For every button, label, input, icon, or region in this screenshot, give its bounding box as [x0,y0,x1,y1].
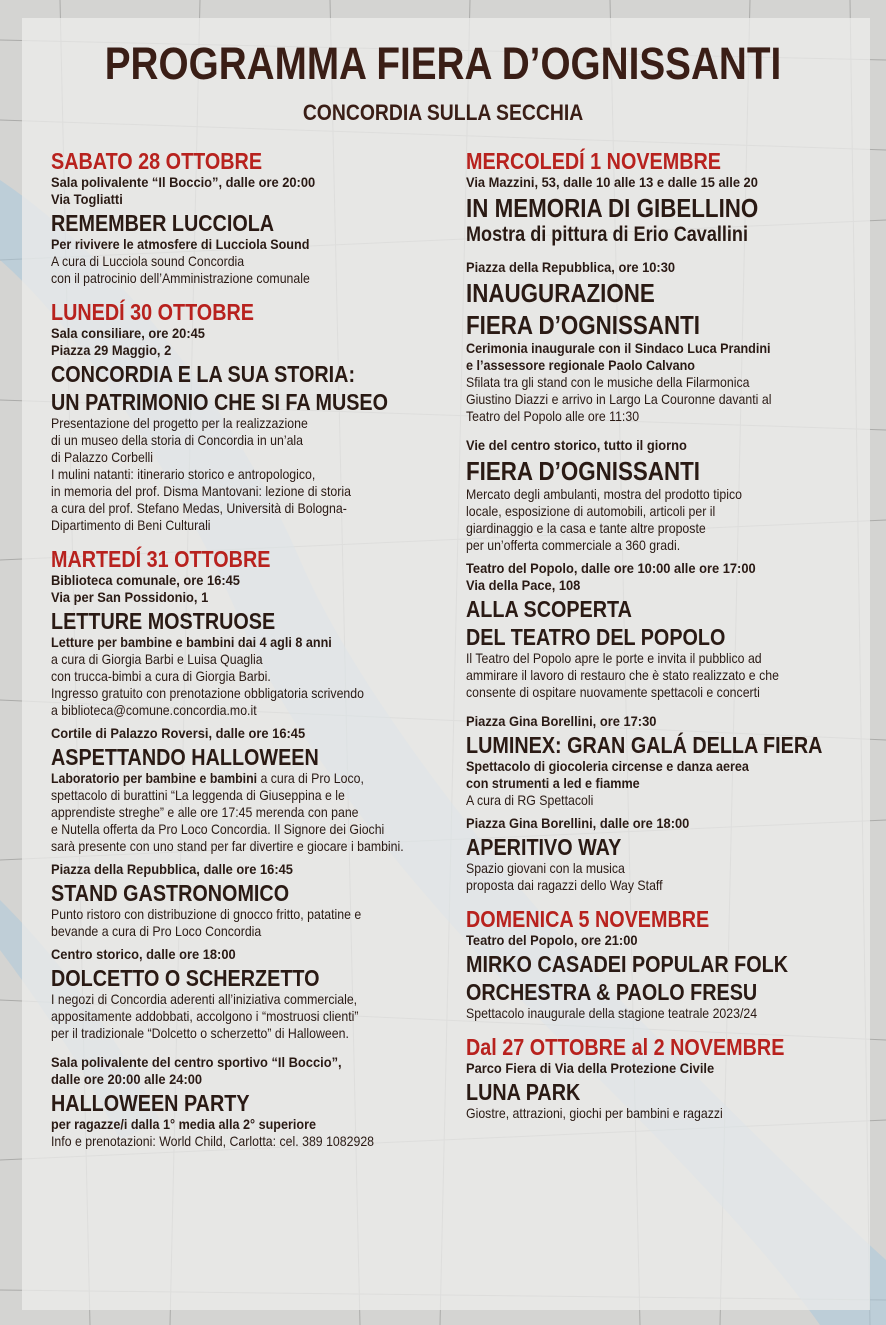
event-text: ammirare il lavoro di restauro che è stato realizzato e che [466,667,779,683]
event-address: Piazza 29 Maggio, 2 [51,342,172,358]
day-heading: MARTEDÍ 31 OTTOBRE [51,546,271,572]
event-contact: Info e prenotazioni: World Child, Carlotta: cel. 389 1082928 [51,1133,375,1149]
event-text: apprendiste streghe” e alle ore 17:45 merenda con pane [51,804,359,820]
event-venue: Piazza della Repubblica, ore 10:30 [466,259,676,275]
event-venue: Biblioteca comunale, ore 16:45 [51,572,240,588]
event-title: FIERA D’OGNISSANTI [466,456,700,486]
event-title: HALLOWEEN PARTY [51,1090,250,1116]
event-aperitivo-way [466,815,866,894]
event-venue: Cortile di Palazzo Roversi, dalle ore 16:45 [51,725,306,741]
event-luna-park [466,1034,866,1122]
event-tagline: Letture per bambine e bambini dai 4 agli 8 anni [51,634,332,650]
event-text: proposta dai ragazzi dello Way Staff [466,877,663,893]
page-subtitle: CONCORDIA SULLA SECCHIA [302,100,584,125]
day-heading: SABATO 28 OTTOBRE [51,148,263,174]
event-dolcetto-scherzetto [51,946,451,1042]
event-text: di Palazzo Corbelli [51,449,154,465]
event-email: a biblioteca@comune.concordia.mo.it [51,702,257,718]
event-text: A cura di RG Spettacoli [466,792,594,808]
event-title: STAND GASTRONOMICO [51,880,290,906]
event-text: e Nutella offerta da Pro Loco Concordia. Il Signore dei Giochi [51,821,385,837]
event-title: LUNA PARK [466,1079,581,1105]
event-title: CONCORDIA E LA SUA STORIA: [51,361,356,387]
event-text: Il Teatro del Popolo apre le porte e invita il pubblico ad [466,650,762,666]
event-text: locale, esposizione di automobili, articoli per il [466,503,716,519]
event-text: con trucca-bimbi a cura di Giorgia Barbi. [51,668,271,684]
day-heading: Dal 27 OTTOBRE al 2 NOVEMBRE [466,1034,785,1060]
event-tagline: con strumenti a led e fiamme [466,775,640,791]
event-text: Dipartimento di Beni Culturali [51,517,211,533]
event-title: LUMINEX: GRAN GALÁ DELLA FIERA [466,732,823,758]
event-address: Via Togliatti [51,191,123,207]
event-title: APERITIVO WAY [466,834,622,860]
event-tagline: Spettacolo di giocoleria circense e danza aerea [466,758,749,774]
event-text: sarà presente con uno stand per far divertire e giocare i bambini. [51,838,404,854]
event-title: IN MEMORIA DI GIBELLINO [466,193,759,223]
event-title: DOLCETTO O SCHERZETTO [51,965,320,991]
event-tagline: per ragazze/i dalla 1° media alla 2° superiore [51,1116,316,1132]
event-aspettando-halloween [51,725,451,855]
event-text: Giostre, attrazioni, giochi per bambini e ragazzi [466,1105,723,1121]
event-title: DEL TEATRO DEL POPOLO [466,624,726,650]
event-title: ORCHESTRA & PAOLO FRESU [466,979,758,1005]
event-tagline: e l’assessore regionale Paolo Calvano [466,357,696,373]
event-text: Sfilata tra gli stand con le musiche della Filarmonica [466,374,750,390]
event-venue: Sala consiliare, ore 20:45 [51,325,205,341]
event-text: Punto ristoro con distribuzione di gnocco fritto, patatine e [51,906,362,922]
event-text: Ingresso gratuito con prenotazione obbligatoria scrivendo [51,685,364,701]
left-column [51,148,451,1150]
event-text: con il patrocinio dell’Amministrazione comunale [51,270,310,286]
event-remember-lucciola [51,148,451,287]
event-title: ASPETTANDO HALLOWEEN [51,744,319,770]
event-text: per un’offerta commerciale a 360 gradi. [466,537,681,553]
event-tagline: Per rivivere le atmosfere di Lucciola Sound [51,236,310,252]
event-venue: Piazza Gina Borellini, ore 17:30 [466,713,657,729]
event-casadei-fresu [466,906,866,1022]
event-inaugurazione [466,259,866,425]
event-venue: Parco Fiera di Via della Protezione Civile [466,1060,715,1076]
event-text [51,770,403,787]
event-venue: Vie del centro storico, tutto il giorno [466,437,687,453]
event-text: I negozi di Concordia aderenti all’iniziativa commerciale, [51,991,358,1007]
event-text: Teatro del Popolo alle ore 11:30 [466,408,640,424]
event-letture-mostruose [51,546,451,719]
event-title: UN PATRIMONIO CHE SI FA MUSEO [51,389,389,415]
event-luminex [466,713,866,809]
event-venue: Piazza Gina Borellini, dalle ore 18:00 [466,815,690,831]
event-subtitle: Mostra di pittura di Erio Cavallini [466,223,748,246]
event-halloween-party [51,1054,451,1150]
event-venue: Teatro del Popolo, ore 21:00 [466,932,638,948]
event-text: I mulini natanti: itinerario storico e antropologico, [51,466,316,482]
event-gibellino [466,148,866,247]
event-text: Mercato degli ambulanti, mostra del prodotto tipico [466,486,742,502]
event-venue: Piazza della Repubblica, dalle ore 16:45 [51,861,293,877]
event-time: dalle ore 20:00 alle 24:00 [51,1071,203,1087]
event-text-rest: a cura di Pro Loco, [257,770,364,786]
event-text: a cura di Giorgia Barbi e Luisa Quaglia [51,651,263,667]
event-text: Spazio giovani con la musica [466,860,625,876]
event-venue: Sala polivalente “Il Boccio”, dalle ore 20:00 [51,174,316,190]
event-address: Via della Pace, 108 [466,577,581,593]
event-text: consente di ospitare nuovamente spettacoli e concerti [466,684,760,700]
right-column [466,148,866,1122]
event-text: di un museo della storia di Concordia in un’ala [51,432,304,448]
event-text: giardinaggio e la casa e tante altre proposte [466,520,706,536]
event-tagline: Cerimonia inaugurale con il Sindaco Luca Prandini [466,340,771,356]
event-text: A cura di Lucciola sound Concordia [51,253,245,269]
day-heading: MERCOLEDÍ 1 NOVEMBRE [466,148,721,174]
event-venue: Teatro del Popolo, dalle ore 10:00 alle ore 17:00 [466,560,756,576]
event-venue: Via Mazzini, 53, dalle 10 alle 13 e dalle 15 alle 20 [466,174,758,190]
event-text: Giustino Diazzi e arrivo in Largo La Couronne davanti al [466,391,772,407]
event-venue: Centro storico, dalle ore 18:00 [51,946,236,962]
event-text: in memoria del prof. Disma Mantovani: lezione di storia [51,483,351,499]
day-heading: DOMENICA 5 NOVEMBRE [466,906,710,932]
event-title: MIRKO CASADEI POPULAR FOLK [466,951,788,977]
event-title: LETTURE MOSTRUOSE [51,608,276,634]
event-title: ALLA SCOPERTA [466,596,632,622]
event-text: Spettacolo inaugurale della stagione teatrale 2023/24 [466,1005,758,1021]
event-text: spettacolo di burattini “La leggenda di Giuseppina e le [51,787,345,803]
event-text: appositamente addobbati, accolgono i “mostruosi clienti” [51,1008,359,1024]
event-concordia-storia [51,299,451,534]
event-stand-gastronomico [51,861,451,940]
page-title: PROGRAMMA FIERA D’OGNISSANTI [104,38,782,89]
event-teatro-popolo [466,560,866,701]
event-title: INAUGURAZIONE [466,278,655,308]
event-text: a cura del prof. Stefano Medas, Università di Bologna- [51,500,347,516]
day-heading: LUNEDÍ 30 OTTOBRE [51,299,254,325]
event-address: Via per San Possidonio, 1 [51,589,209,605]
event-text: bevande a cura di Pro Loco Concordia [51,923,262,939]
event-title: FIERA D’OGNISSANTI [466,310,700,340]
event-text: Presentazione del progetto per la realizzazione [51,415,308,431]
event-text: per il tradizionale “Dolcetto o scherzetto” di Halloween. [51,1025,349,1041]
event-fiera [466,437,866,554]
event-tagline: Laboratorio per bambine e bambini [51,770,258,786]
event-venue: Sala polivalente del centro sportivo “Il Boccio”, [51,1054,342,1070]
event-title: REMEMBER LUCCIOLA [51,210,275,236]
